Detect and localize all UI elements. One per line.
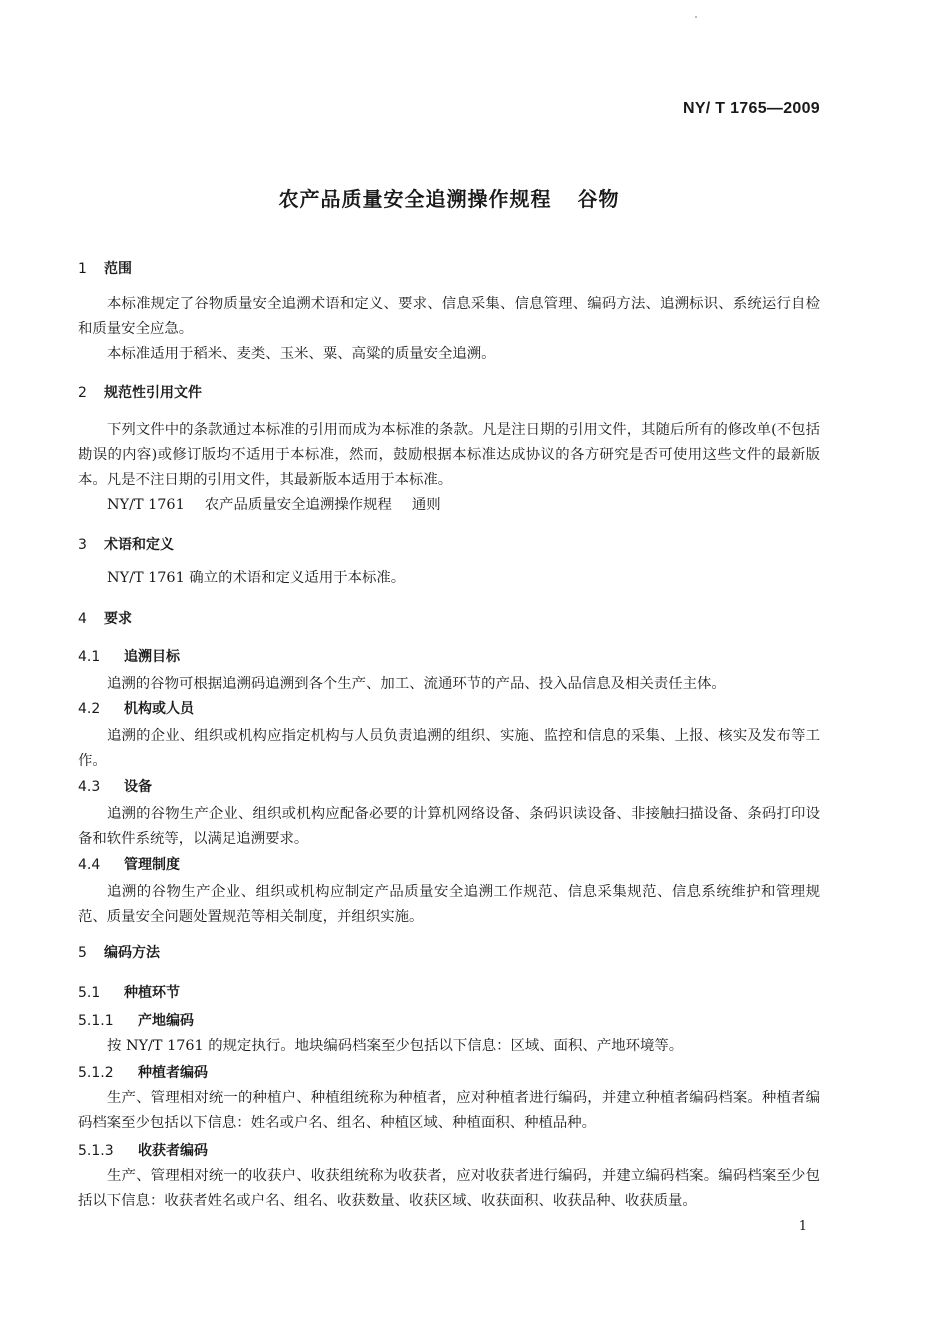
section-label: 管理制度 xyxy=(124,857,180,873)
section-3-paragraph-1: NY/T 1761 确立的术语和定义适用于本标准。 xyxy=(107,570,406,586)
section-1-heading xyxy=(78,258,132,278)
section-4-1-text: 追溯的谷物可根据追溯码追溯到各个生产、加工、流通环节的产品、投入品信息及相关责任主体。 xyxy=(107,676,726,692)
section-label: 机构或人员 xyxy=(124,701,194,717)
reference-title: 农产品质量安全追溯操作规程 xyxy=(204,497,392,513)
section-5-1-1-text: 按 NY/T 1761 的规定执行。地块编码档案至少包括以下信息：区域、面积、产地环境等。 xyxy=(107,1038,684,1054)
section-4-1-heading xyxy=(78,646,180,666)
section-number: 5.1 xyxy=(78,985,101,1001)
reference-code: NY/T 1761 xyxy=(107,497,185,513)
standard-code: NY/ T 1765—2009 xyxy=(682,100,820,117)
section-1-paragraph-2: 本标准适用于稻米、麦类、玉米、粟、高粱的质量安全追溯。 xyxy=(107,346,496,362)
reference-subtitle: 通则 xyxy=(411,497,441,513)
section-number: 5 xyxy=(78,945,87,961)
section-1-paragraph-1: 本标准规定了谷物质量安全追溯术语和定义、要求、信息采集、信息管理、编码方法、追溯标识、系统运行自检和质量安全应急。 xyxy=(78,296,820,337)
section-label: 术语和定义 xyxy=(104,537,174,553)
section-label: 种植环节 xyxy=(124,985,180,1001)
section-4-heading xyxy=(78,608,132,628)
section-number: 4.1 xyxy=(78,649,101,665)
section-label: 产地编码 xyxy=(138,1013,194,1029)
section-5-1-2-text: 生产、管理相对统一的种植户、种植组统称为种植者，应对种植者进行编码，并建立种植者编码档案。种植者编码档案至少包括以下信息：姓名或户名、组名、种植区域、种植面积、种植品种。 xyxy=(78,1090,820,1131)
section-4-2-heading xyxy=(78,698,194,718)
section-label: 规范性引用文件 xyxy=(104,385,202,401)
section-5-1-2-heading xyxy=(78,1062,208,1082)
section-5-1-heading xyxy=(78,982,180,1002)
scan-speck xyxy=(695,16,697,18)
section-label: 收获者编码 xyxy=(138,1143,208,1159)
section-4-4-text: 追溯的谷物生产企业、组织或机构应制定产品质量安全追溯工作规范、信息采集规范、信息系统维护和管理规范、质量安全问题处置规范等相关制度，并组织实施。 xyxy=(78,884,820,925)
section-5-1-1-heading xyxy=(78,1010,194,1030)
section-number: 5.1.2 xyxy=(78,1065,114,1081)
section-5-1-3-heading xyxy=(78,1140,208,1160)
section-number: 4.3 xyxy=(78,779,101,795)
section-4-3-text: 追溯的谷物生产企业、组织或机构应配备必要的计算机网络设备、条码识读设备、非接触扫描设备、条码打印设备和软件系统等，以满足追溯要求。 xyxy=(78,806,820,847)
section-4-2-text: 追溯的企业、组织或机构应指定机构与人员负责追溯的组织、实施、监控和信息的采集、上报、核实及发布等工作。 xyxy=(78,728,820,769)
section-label: 种植者编码 xyxy=(138,1065,208,1081)
section-number: 4 xyxy=(78,611,87,627)
normative-reference xyxy=(107,493,441,518)
section-number: 5.1.1 xyxy=(78,1013,114,1029)
section-number: 4.4 xyxy=(78,857,101,873)
section-number: 2 xyxy=(78,385,87,401)
section-label: 追溯目标 xyxy=(124,649,180,665)
section-number: 3 xyxy=(78,537,87,553)
document-title-main: 农产品质量安全追溯操作规程 xyxy=(278,187,552,211)
section-5-1-3-text: 生产、管理相对统一的收获户、收获组统称为收获者，应对收获者进行编码，并建立编码档案。编码档案至少包括以下信息：收获者姓名或户名、组名、收获数量、收获区域、收获面积、收获品种、收获质量。 xyxy=(78,1168,820,1209)
section-2-paragraph-1: 下列文件中的条款通过本标准的引用而成为本标准的条款。凡是注日期的引用文件，其随后所有的修改单(不包括勘误的内容)或修订版均不适用于本标准，然而，鼓励根据本标准达成协议的各方研究是否可使用这些文件的最新版本。凡是不注日期的引用文件，其最新版本适用于本标准。 xyxy=(78,422,820,488)
section-3-heading xyxy=(78,534,174,554)
section-label: 范围 xyxy=(104,261,132,277)
page-number: 1 xyxy=(798,1219,807,1234)
section-number: 5.1.3 xyxy=(78,1143,114,1159)
section-number: 1 xyxy=(78,261,87,277)
section-2-heading xyxy=(78,382,202,402)
section-label: 设备 xyxy=(124,779,152,795)
document-title xyxy=(0,183,898,212)
section-number: 4.2 xyxy=(78,701,101,717)
section-label: 编码方法 xyxy=(104,945,160,961)
section-5-heading xyxy=(78,942,160,962)
document-title-sub: 谷物 xyxy=(577,187,620,211)
section-label: 要求 xyxy=(104,611,132,627)
section-4-3-heading xyxy=(78,776,152,796)
section-4-4-heading xyxy=(78,854,180,874)
